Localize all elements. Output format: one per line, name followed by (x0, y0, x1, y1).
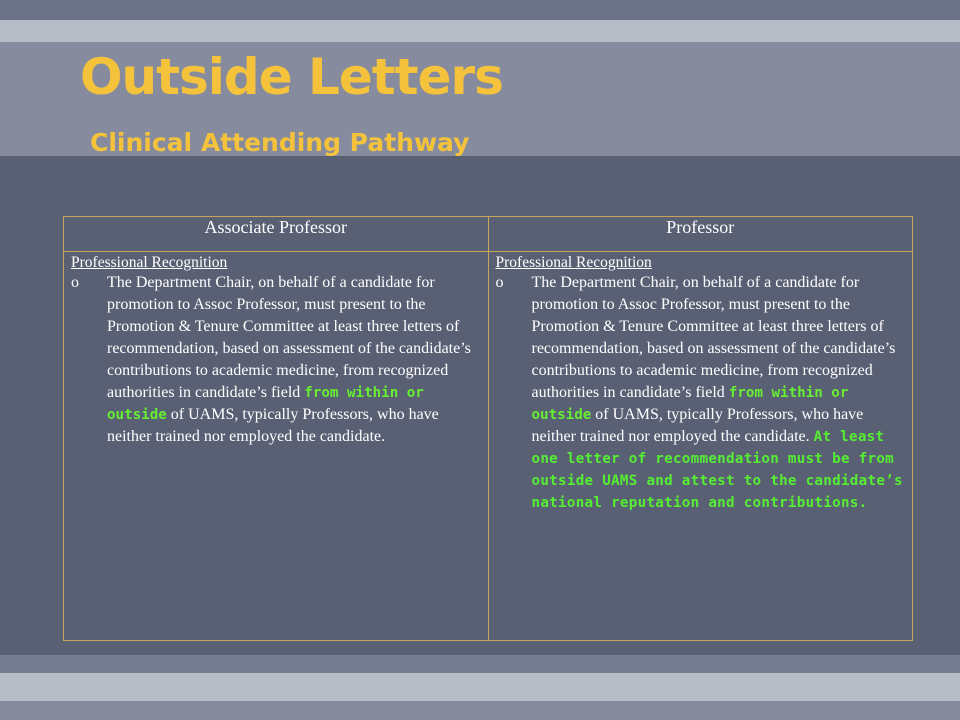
bottom-band-light (0, 673, 960, 701)
top-band-dark (0, 0, 960, 20)
bottom-band-mid (0, 701, 960, 720)
table-row (64, 252, 913, 641)
bottom-band-dark (0, 655, 960, 673)
column-header-professor: Professor (488, 217, 913, 252)
highlight-text: from within or outside (531, 385, 849, 423)
bullet-text (107, 272, 482, 448)
slide-title: Outside Letters (80, 48, 503, 106)
section-heading: Professional Recognition (71, 254, 228, 271)
bullet-marker: o (495, 274, 504, 291)
requirement-text: The Department Chair, on behalf of a candidate for promotion to Assoc Professor, must present to the Promotion & Tenure Committee at least three letters of recommendation, based on assessment of the candidate’s contributions to academic medicine, from recognized authorities in candidate’s field (531, 274, 896, 401)
requirement-text-end: of UAMS, typically Professors, who have neither trained nor employed the candidate. (107, 406, 439, 445)
section-heading: Professional Recognition (495, 254, 652, 271)
associate-professor-cell (64, 252, 489, 641)
bullet-marker: o (71, 274, 79, 291)
requirement-text: The Department Chair, on behalf of a candidate for promotion to Assoc Professor, must present to the Promotion & Tenure Committee at least three letters of recommendation, based on assessment of the candidate’s contributions to academic medicine, from recognized authorities in candidate’s field (107, 274, 471, 401)
comparison-table (63, 216, 913, 641)
professor-cell (488, 252, 913, 641)
emphasis-text: At least one letter of recommendation must be from outside UAMS and attest to the candidate’s national reputation and contributions. (531, 429, 903, 511)
bullet-text (532, 272, 907, 514)
column-header-associate-professor: Associate Professor (64, 217, 489, 252)
highlight-text: from within or outside (107, 385, 424, 423)
bullet-item (496, 272, 907, 514)
bullet-item (71, 272, 482, 448)
table-header-row (64, 217, 913, 252)
requirement-text-end: of UAMS, typically Professors, who have neither trained nor employed the candidate. (531, 406, 864, 445)
slide-subtitle: Clinical Attending Pathway (90, 128, 470, 157)
top-band-light (0, 20, 960, 42)
